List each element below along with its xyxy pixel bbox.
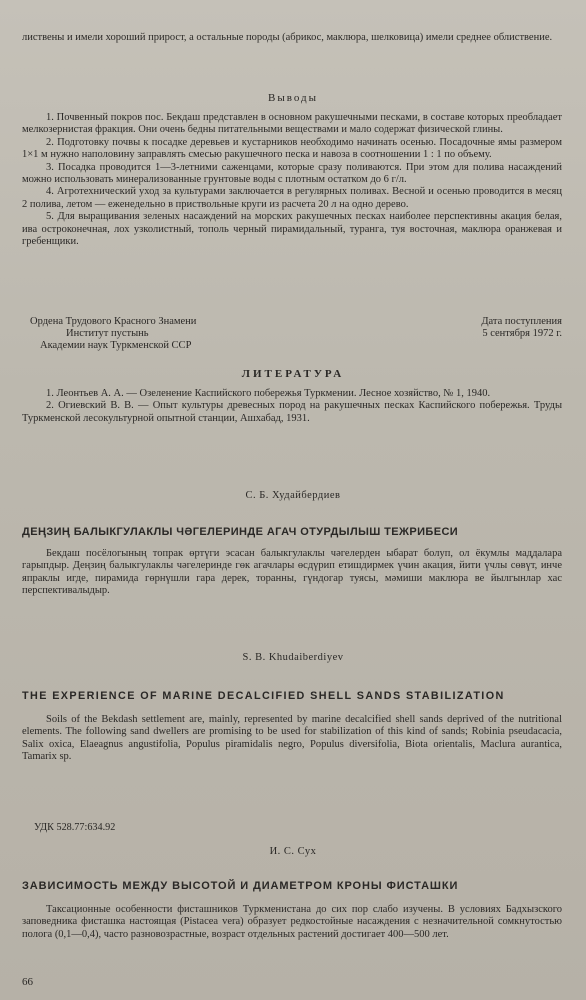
- english-text: Soils of the Bekdash settlement are, mainly, represented by marine decalcified shell sands deprived of the nutritional elements. The following sand dwellers are promising to be used for stabilization of this kind of sands; Robinia pseudacacia, Salix oxica, Elaeagnus angustifolia, Populus piramidalis negro, Populus diversifolia, Biota orientalis, Maclura aurantica, Tamarix sp.: [22, 714, 562, 763]
- affiliation-line: Академии наук Туркменской ССР: [40, 340, 192, 351]
- affiliation-line: Ордена Трудового Красного Знамени: [30, 316, 197, 327]
- conclusion-item: 3. Посадка проводится 1—3-летними саженцами, которые сразу поливаются. При этом для полива насаждений можно использовать минерализованные грунтовые воды с плотным остатком до 6 г/л.: [22, 161, 562, 186]
- literature-heading: ЛИТЕРАТУРА: [241, 368, 345, 380]
- turkmen-author: С. Б. Худайбердиев: [245, 490, 341, 501]
- english-title: THE EXPERIENCE OF MARINE DECALCIFIED SHELL SANDS STABILIZATION: [22, 690, 505, 702]
- english-abstract: [0, 652, 586, 663]
- next-article-author-block: [0, 846, 586, 857]
- conclusions-heading: Выводы: [267, 92, 319, 104]
- received-label: Дата поступления: [481, 316, 562, 327]
- next-article-title: ЗАВИСИМОСТЬ МЕЖДУ ВЫСОТОЙ И ДИАМЕТРОМ КРОНЫ ФИСТАШКИ: [22, 880, 459, 892]
- turkmen-title: ДЕҢЗИҢ БАЛЫКГУЛАКЛЫ ЧӘГЕЛЕРИНДЕ АГАЧ ОТУРДЫЛЫШ ТЕЖРИБЕСИ: [22, 526, 459, 538]
- english-author: S. B. Khudaiberdiyev: [242, 652, 344, 663]
- udc-code: УДК 528.77:634.92: [34, 822, 116, 833]
- turkmen-title-block: [0, 526, 586, 538]
- affiliation-line: Институт пустынь: [66, 328, 149, 339]
- turkmen-abstract: [0, 490, 586, 501]
- conclusion-item: 4. Агротехнический уход за культурами заключается в регулярных поливах. Весной и осенью проводится в месяц 2 полива, летом — еженедельно в приствольные круги из расчета 20 л на одно дерево.: [22, 186, 562, 210]
- reference-item: 2. Огиевский В. В. — Опыт культуры древесных пород на ракушечных песках Каспийского побережья. Труды Туркменской лесокультурной опытной станции, Ашхабад, 1931.: [22, 400, 562, 424]
- top-continuation-text: [0, 32, 586, 44]
- next-article-title-block: [0, 880, 586, 892]
- page-number: 66: [22, 976, 33, 988]
- reference-item: 1. Леонтьев А. А. — Озеленение Каспийского побережья Туркмении. Лесное хозяйство, № 1, 1940.: [46, 388, 491, 399]
- conclusion-item: 2. Подготовку почвы к посадке деревьев и кустарников необходимо начинать осенью. Посадочные ямы размером 1×1 м нужно наполовину заправлять смесью ракушечного песка и навоза в соотношении 1 : 1 по объему.: [22, 136, 562, 161]
- next-article-author: И. С. Сух: [269, 846, 317, 857]
- literature-section: [0, 368, 586, 380]
- english-title-block: [0, 690, 586, 702]
- top-paragraph: листвены и имели хороший прирост, а остальные породы (абрикос, маклюра, шелковица) имели среднее облиствение.: [22, 32, 553, 43]
- affiliation-block: [0, 316, 586, 352]
- next-article-header: [0, 822, 586, 834]
- turkmen-text-block: [0, 548, 586, 598]
- literature-list: [0, 388, 586, 425]
- turkmen-text: Бекдаш посёлогының топрак өртүги эсасан балыкгулаклы чәгелерден ыбарат болуп, ол ёкумлы маддалара гарыпдыр. Деңзиң балыкгулаклы чәгелеринде гөк агачлары өсдүрип етишдирмек үчин акация, йити үчлы сөвүт, инче япраклы игде, пирамида гөрнүшли гара дерек, торанны, гүндогар туясы, мәмиши маклюра ве йылгынлар хас перспективалыдыр.: [22, 548, 562, 597]
- next-article-text: Таксационные особенности фисташников Туркменистана до сих пор слабо изучены. В условиях Бадхызского заповедника фисташка настоящая (Pistacea vera) образует редкостойные насаждения с незначительной сомкнутостью полога (0,1—0,4), часто разновозрастные, возраст отдельных растений достигает 400—500 лет.: [22, 904, 562, 940]
- conclusion-item: 5. Для выращивания зеленых насаждений на морских ракушечных песках наиболее перспективны акация белая, ива остроконечная, лох узколистный, тополь черный пирамидальный, туранга, туя восточная, маклюра оранжевая и гребенщики.: [22, 211, 562, 248]
- next-article-text-block: [0, 904, 586, 941]
- english-text-block: [0, 714, 586, 764]
- received-date: 5 сентября 1972 г.: [482, 328, 562, 339]
- conclusions-list: [0, 112, 586, 248]
- conclusions-section: [0, 92, 586, 104]
- conclusion-item: 1. Почвенный покров пос. Бекдаш представлен в основном ракушечными песками, в составе которых преобладает мелкозернистая фракция. Они очень бедны питательными веществами и мало содержат физической глины.: [22, 112, 562, 136]
